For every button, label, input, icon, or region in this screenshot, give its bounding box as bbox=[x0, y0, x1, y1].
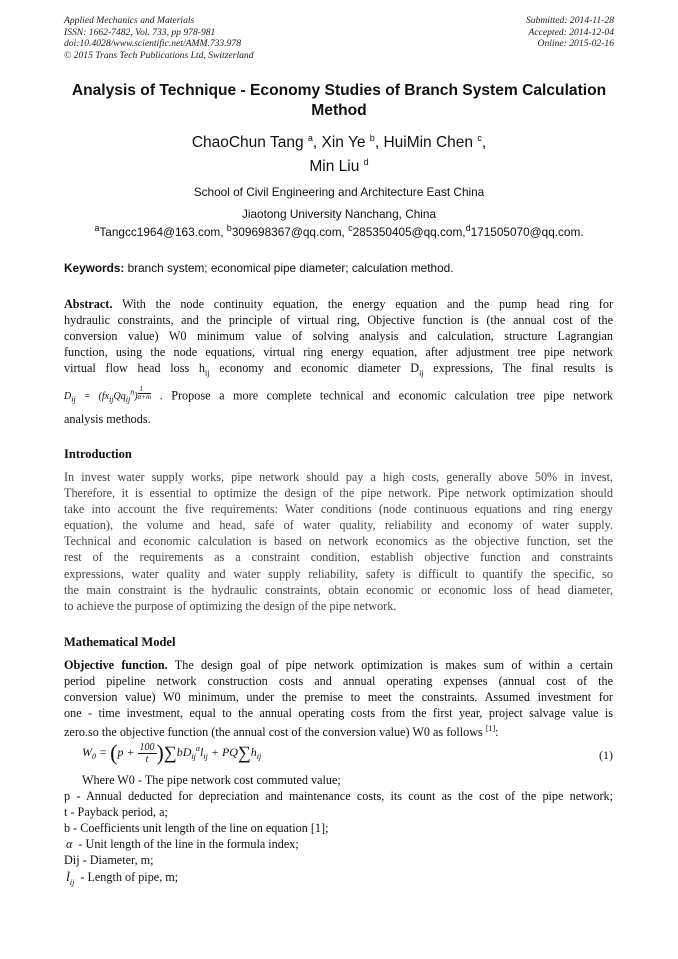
model-line: period pipeline network construction costs and annual operating expenses (annual cost of the bbox=[64, 674, 613, 689]
title-line-2: Method bbox=[311, 101, 367, 119]
author-list: ChaoChun Tang $^a$, Xin Ye $^b$, HuiMin Chen $^c$, Min Liu $^d$ bbox=[191, 132, 487, 175]
keywords-label: Keywords: bbox=[64, 261, 125, 275]
abstract-text: economy and economic diameter D bbox=[219, 361, 420, 376]
email-2[interactable]: 309698367@qq.com, bbox=[231, 225, 345, 239]
journal-name: Applied Mechanics and Materials bbox=[64, 15, 195, 26]
intro-line: to achieve the purpose of optimizing the design of the pipe network. bbox=[64, 598, 397, 613]
title-line-1: Analysis of Technique - Economy Studies of Branch System Calculation bbox=[71, 82, 607, 99]
author-2-mark: b bbox=[369, 132, 375, 143]
intro-line: rest of the requirements as a constraint condition, establish objective function and constraints bbox=[64, 550, 613, 565]
submitted-date: Submitted: 2014-11-28 bbox=[525, 15, 614, 26]
online-date: Online: 2015-02-16 bbox=[537, 38, 614, 50]
section-heading-model: Mathematical Model bbox=[64, 635, 176, 649]
definition-item bbox=[64, 869, 613, 891]
model-line: conversion value) W0 minimum, under the premise to meet the constraints. Assumed investment for bbox=[64, 690, 613, 705]
affiliation bbox=[40, 181, 638, 225]
email-4-mark: d bbox=[465, 223, 471, 234]
definition-text: - Length of pipe, m; bbox=[80, 869, 179, 884]
abstract-text: expressions, The final results is bbox=[433, 361, 613, 376]
intro-line: expressions, water quality and water supply reliability, safety is difficult to quantify the specific, so bbox=[64, 566, 613, 581]
abstract-line: analysis methods. bbox=[64, 412, 151, 427]
affiliation-line-1: School of Civil Engineering and Architecture East China bbox=[193, 185, 485, 199]
equation-1 bbox=[82, 740, 613, 772]
intro-line: Therefore, it is essential to optimize the design of the pipe network. Pipe network optimization should bbox=[64, 486, 613, 501]
affiliation-line-2: Jiaotong University Nanchang, China bbox=[241, 207, 437, 221]
email-2-mark: b bbox=[226, 223, 232, 234]
accepted-date: Accepted: 2014-12-04 bbox=[528, 26, 614, 38]
model-line bbox=[64, 721, 613, 740]
model-line: one - time investment, equal to the annual operating costs from the first year, project salvage value is bbox=[64, 706, 613, 721]
intro-line: the main constraint is the hydraulic constraints, obtain economic or economic loss of head diameter, bbox=[64, 582, 613, 597]
author-3: HuiMin Chen bbox=[383, 134, 474, 151]
equation-number: (1) bbox=[599, 748, 613, 762]
abstract-text: With the node continuity equation, the energy equation and the pump head ring for bbox=[121, 297, 613, 311]
subscript: ij bbox=[205, 368, 210, 378]
email-4[interactable]: 171505070@qq.com. bbox=[470, 225, 584, 239]
abstract-line bbox=[64, 296, 613, 312]
submission-dates bbox=[526, 15, 614, 50]
author-emails bbox=[40, 225, 638, 239]
author-4: Min Liu bbox=[309, 158, 360, 175]
journal-issn: ISSN: 1662-7482, Vol. 733, pp 978-981 bbox=[64, 26, 216, 38]
author-1-mark: a bbox=[307, 132, 313, 143]
paper-title bbox=[40, 81, 638, 120]
author-4-mark: d bbox=[363, 156, 369, 167]
keywords bbox=[64, 261, 453, 275]
email-3[interactable]: 285350405@qq.com, bbox=[352, 225, 466, 239]
abstract-label: Abstract. bbox=[64, 297, 113, 311]
definition-item: Dij - Diameter, m; bbox=[64, 853, 154, 868]
introduction-body bbox=[64, 469, 613, 614]
abstract-text: virtual flow head loss h bbox=[64, 361, 206, 376]
email-1-mark: a bbox=[94, 223, 100, 234]
intro-line: In invest water supply works, pipe network should pay a high costs, generally above 50% in invest, bbox=[64, 470, 613, 484]
author-1: ChaoChun Tang bbox=[191, 134, 304, 151]
subscript: ij bbox=[419, 368, 424, 378]
author-3-mark: c bbox=[477, 132, 482, 143]
objective-label: Objective function. bbox=[64, 658, 168, 672]
abstract-text: . Propose a more complete technical and economic calculation tree pipe network bbox=[159, 388, 614, 403]
model-body bbox=[64, 657, 613, 741]
keywords-text: branch system; economical pipe diameter; calculation method. bbox=[127, 261, 454, 275]
abstract bbox=[64, 296, 613, 427]
alpha-symbol: α bbox=[66, 837, 73, 852]
journal-info bbox=[64, 15, 254, 61]
email-3-mark: c bbox=[348, 223, 353, 234]
model-text: : bbox=[495, 725, 499, 740]
intro-line: take into account the five requirements: Water conditions (node continuous equations and ring energy bbox=[64, 502, 613, 517]
citation-ref: [1] bbox=[485, 724, 496, 734]
model-line bbox=[64, 657, 613, 673]
journal-doi: doi:10.4028/www.scientific.net/AMM.733.978 bbox=[64, 38, 242, 50]
definition-item bbox=[64, 836, 613, 852]
variable-definitions bbox=[64, 772, 613, 890]
diameter-formula: $D_{ij} = (fx_{ij}Qq_{ij}^n)$ $^{\frac{1}{\alpha+m}}$ bbox=[64, 384, 151, 405]
objective-equation: $W_0 = (p$ + $\frac{100}{t}$ )$\sum bD_{ij}^\alpha l_{ij} + PQ\sum h_{ij}$ bbox=[82, 740, 262, 765]
abstract-line bbox=[64, 382, 613, 411]
journal-copyright: © 2015 Trans Tech Publications Ltd, Switzerland bbox=[64, 49, 254, 61]
email-1[interactable]: Tangcc1964@163.com, bbox=[99, 225, 224, 239]
definition-item: Where W0 - The pipe network cost commuted value; bbox=[82, 773, 341, 787]
abstract-line bbox=[64, 360, 613, 382]
model-text: zero.so the objective function (the annual cost of the conversion value) W0 as follows bbox=[64, 725, 483, 740]
abstract-line: function, using the node equations, virtual ring energy equation, after adjustment tree pipe network bbox=[64, 345, 613, 360]
model-text: The design goal of pipe network optimization is makes sum of within a certain bbox=[174, 658, 613, 672]
definition-item: t - Payback period, a; bbox=[64, 805, 168, 820]
definition-item: b - Coefficients unit length of the line on equation [1]; bbox=[64, 821, 329, 836]
author-2: Xin Ye bbox=[321, 134, 366, 151]
intro-line: Technical and economic calculation is based on network economics as the objective function, set the bbox=[64, 534, 613, 549]
intro-line: equation), the volume and head, safe of water quality, reliability and economy of water supply. bbox=[64, 518, 613, 533]
definition-text: - Unit length of the line in the formula index; bbox=[78, 837, 299, 852]
definition-item: p - Annual deducted for depreciation and maintenance costs, its count as the cost of the pipe network; bbox=[64, 789, 613, 804]
length-symbol: $l_{ij}$ bbox=[66, 869, 75, 887]
section-heading-introduction: Introduction bbox=[64, 447, 132, 461]
abstract-line: conversion value) W0 minimum value of solving analysis and calculation, structure Lagrangian bbox=[64, 329, 613, 344]
abstract-line: hydraulic constraints, and the principle of virtual ring, Objective function is (the annual cost of the bbox=[64, 313, 613, 328]
